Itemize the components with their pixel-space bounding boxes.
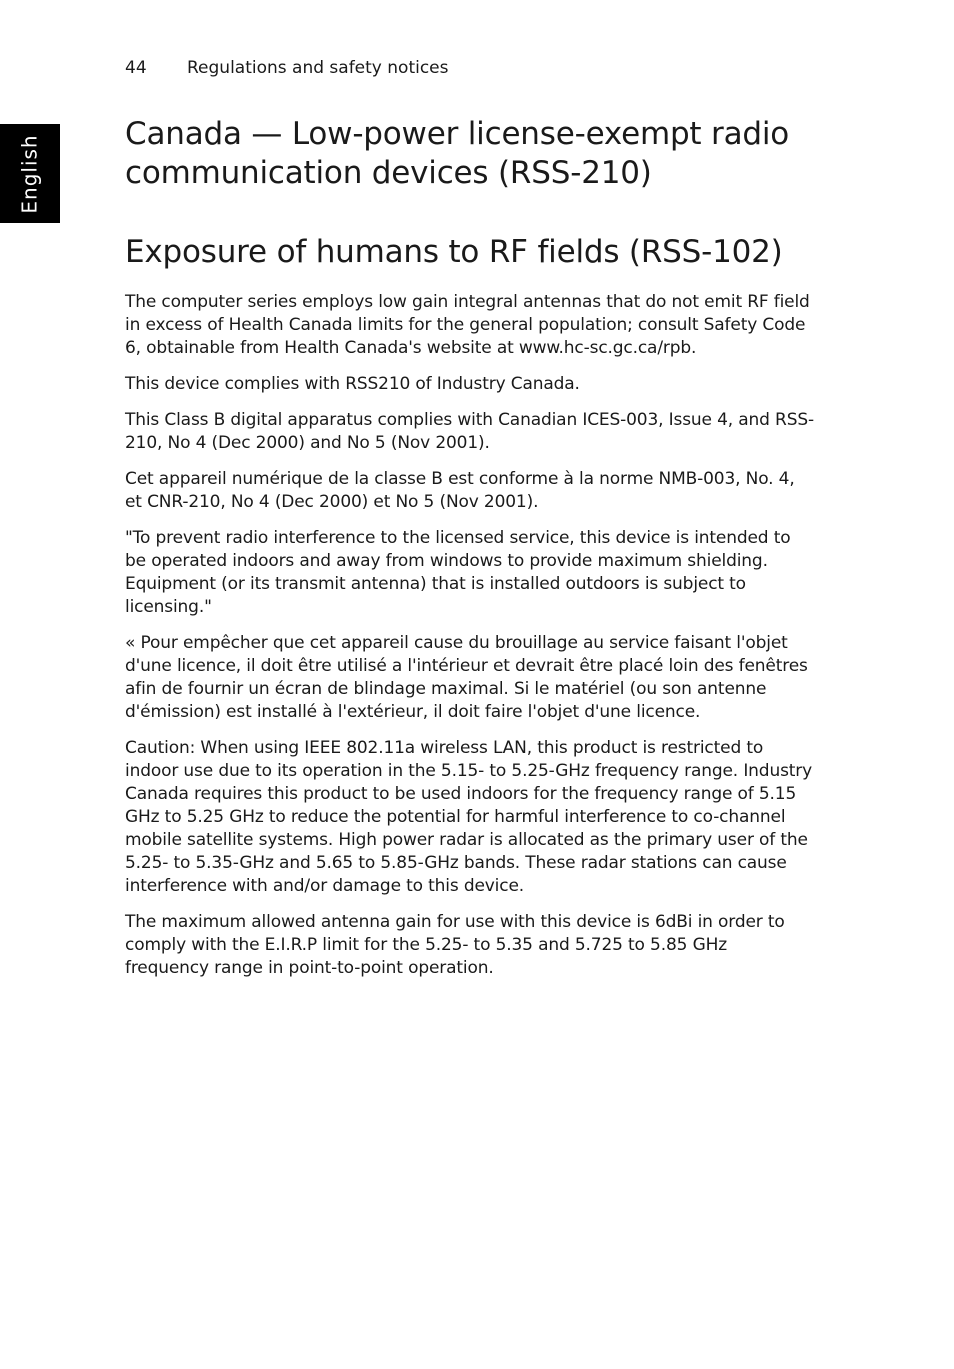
page-content: [125, 115, 815, 993]
page-number: 44: [125, 58, 147, 78]
paragraph-interference-french: « Pour empêcher que cet appareil cause du brouillage au service faisant l'objet d'une licence, il doit être utilisé a l'intérieur et devrait être placé loin des fenêtres afin de fournir un écran de blindage maximal. Si le matériel (ou son antenne d'émission) est installé à l'extérieur, il doit faire l'objet d'une licence.: [125, 633, 808, 722]
paragraph-rss210-compliance: This device complies with RSS210 of Industry Canada.: [125, 374, 580, 394]
section-heading-rss-102: Exposure of humans to RF fields (RSS-102): [125, 234, 783, 270]
paragraph-interference-english: "To prevent radio interference to the licensed service, this device is intended to be operated indoors and away from windows to provide maximum shielding. Equipment (or its transmit antenna) that is installed outdoors is subject to licensing.": [125, 528, 791, 617]
section-heading-rss-210: Canada — Low-power license-exempt radio communication devices (RSS-210): [125, 116, 790, 191]
paragraph-class-b-english: This Class B digital apparatus complies with Canadian ICES-003, Issue 4, and RSS-210, No 4 (Dec 2000) and No 5 (Nov 2001).: [125, 410, 814, 453]
language-side-tab: [0, 124, 60, 223]
paragraph-caution-802-11a: Caution: When using IEEE 802.11a wireless LAN, this product is restricted to indoor use due to its operation in the 5.15- to 5.25-GHz frequency range. Industry Canada requires this product to be used indoors for the frequency range of 5.15 GHz to 5.25 GHz to reduce the potential for harmful interference to co-channel mobile satellite systems. High power radar is allocated as the primary user of the 5.25- to 5.35-GHz and 5.65 to 5.85-GHz bands. These radar stations can cause interference with and/or damage to this device.: [125, 738, 813, 896]
paragraph-antenna-gain: The maximum allowed antenna gain for use with this device is 6dBi in order to comply with the E.I.R.P limit for the 5.25- to 5.35 and 5.725 to 5.85 GHz frequency range in point-to-point operation.: [125, 912, 785, 978]
paragraph-class-b-french: Cet appareil numérique de la classe B est conforme à la norme NMB-003, No. 4, et CNR-210, No 4 (Dec 2000) et No 5 (Nov 2001).: [125, 469, 795, 512]
header-section-title: Regulations and safety notices: [187, 58, 449, 78]
language-tab-label: English: [18, 133, 42, 214]
paragraph-rf-exposure: The computer series employs low gain integral antennas that do not emit RF field in excess of Health Canada limits for the general population; consult Safety Code 6, obtainable from Health Canada's website at www.hc-sc.gc.ca/rpb.: [125, 292, 810, 358]
page-header: [125, 57, 449, 79]
